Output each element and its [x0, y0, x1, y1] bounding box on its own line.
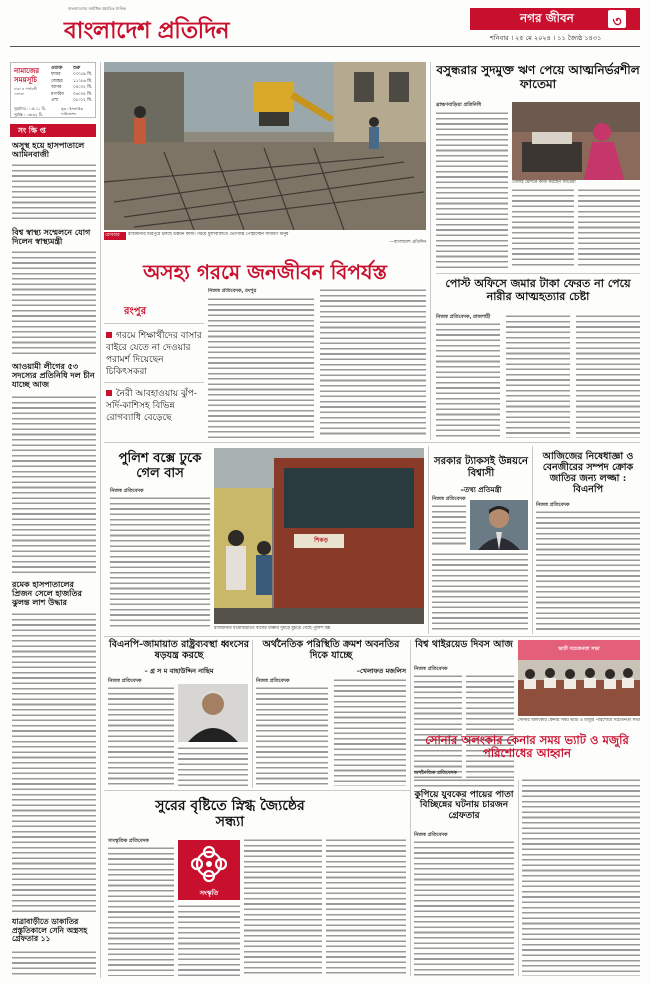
gold-text-col2 — [522, 778, 640, 976]
rain-byline: সাংস্কৃতিক প্রতিবেদক — [108, 838, 149, 844]
portrait-photo — [470, 500, 528, 550]
main-text-col2 — [320, 288, 426, 438]
gold-photo-caption: সোনার অলংকার কেনার সময় ভ্যাট ও মজুরি পরিশোধে সচেতনতা সভা — [517, 718, 640, 723]
thyroid-text-col2 — [466, 674, 514, 786]
fatema-text-col3 — [578, 188, 640, 269]
fatema-text-col2 — [512, 188, 574, 269]
masthead — [0, 0, 650, 55]
tax-byline: নিজস্ব প্রতিবেদক — [432, 496, 466, 502]
prayer-times-col — [73, 72, 92, 105]
bus-photo-caption: রাজধানীর যাত্রাবাড়ীতে বাসের ধাক্কায় দুমড়ে মুচড়ে গেছে পুলিশ বক্স — [214, 626, 331, 631]
culture-emblem-icon — [178, 840, 240, 888]
police-bus-text — [110, 496, 210, 630]
prayer-source: সূত্র : ইসলামিক ফাউন্ডেশন — [61, 107, 84, 116]
main-bullet-1-text: গরমে শিক্ষার্থীদের বাসার বাইরে যেতে না দেওয়ার পরামর্শ দিয়েছেন চিকিৎসকরা — [106, 331, 202, 377]
main-location: রংপুর — [124, 306, 147, 317]
prayer-col-wakt: ওয়াক্ত — [51, 66, 63, 71]
construction-photo — [104, 62, 426, 230]
prayer-name-zuhr: জোহর — [51, 78, 63, 84]
top-photo-caption: রাজধানীর মিরপুরে চলছে উন্নয়ন কাজ। গরমে ধুলাবালিতে ভোগান্তি পোহাচ্ছেন সাধারণ মানুষ — [128, 232, 289, 237]
mid-divider — [104, 442, 640, 443]
section-divider — [436, 273, 640, 274]
fatema-byline: ব্রাহ্মণবাড়িয়া প্রতিনিধি — [436, 102, 482, 108]
prayer-subtitle: ঢাকা ও পার্শ্ববর্তী এলাকা — [14, 87, 37, 96]
rain-text-col3 — [244, 838, 322, 976]
prayer-name-maghrib: মাগরিব — [51, 91, 64, 97]
newspaper-logo: বাংলাদেশ প্রতিদিন — [64, 17, 230, 44]
brief-text-3 — [12, 395, 96, 573]
top-photo — [104, 62, 426, 230]
lower-divider — [104, 636, 640, 637]
gold-text-col1 — [414, 778, 514, 788]
sewing-photo — [512, 102, 640, 180]
tax-text-col1 — [432, 504, 466, 548]
thyroid-headline: বিশ্ব থাইরয়েড দিবস আজ — [415, 639, 513, 650]
aziz-text — [536, 510, 640, 632]
economy-text-col1 — [256, 686, 328, 786]
tax-attribution: –তথ্য প্রতিমন্ত্রী — [460, 486, 502, 494]
main-byline: নিজস্ব প্রতিবেদক, রংপুর — [208, 288, 257, 294]
right-section-rule — [430, 62, 431, 440]
sunset: সূর্যাস্ত : ০৬:৩২ মি. — [14, 112, 43, 117]
bullet-marker — [106, 390, 112, 396]
gold-byline: অর্থনৈতিক প্রতিবেদক — [414, 770, 457, 776]
main-bullet-2-text: নৈরী আবহাওয়ায় ঝুঁপ-সর্দি-কাশিসহ বিভিন্ন রোগব্যাধি বেড়েছে — [106, 389, 197, 423]
economy-byline: নিজস্ব প্রতিবেদক — [256, 678, 290, 684]
prayer-time-maghrib: ০৬:৩৫ মি. — [73, 91, 93, 97]
masthead-divider — [10, 46, 640, 47]
tax-headline: সরকার ট্যাকসই উন্নয়নে বিশ্বাসী — [434, 456, 528, 479]
main-headline: অসহ্য গরমে জনজীবন বিপর্যস্ত — [143, 260, 387, 284]
culture-logo-label: সংস্কৃতি — [199, 889, 219, 897]
gold-rule — [518, 780, 519, 976]
page-number: ৩ — [612, 14, 622, 30]
prayer-time-isha: ০৮:০২ মি. — [73, 98, 93, 103]
prayer-name-asr: আসর — [51, 85, 62, 90]
main-bullets-divider — [104, 323, 204, 324]
post-office-text-col1 — [436, 322, 500, 438]
fatema-photo — [512, 102, 640, 180]
kuppi-headline: কুপিয়ে যুবকের পায়ের পাতা বিচ্ছিন্নের ঘটনায় চারজন গ্রেফতার — [414, 790, 514, 821]
fatema-photo-caption: সেলাই মেশিনে কাজ করছেন ফাতেমা — [512, 180, 576, 185]
economy-attribution: –খেলাফত মজলিস — [356, 667, 406, 675]
brief-headline-2: বিশ্ব স্বাস্থ্য সম্মেলনে যোগ দিলেন স্বাস্থ্যমন্ত্রী — [12, 227, 91, 247]
portrait-photo — [178, 684, 248, 742]
rain-text-col2 — [178, 904, 240, 976]
main-bullet-1 — [106, 330, 202, 378]
left-column-rule — [100, 62, 101, 978]
gold-headline: সোনার অলংকার কেনার সময় ভ্যাট ও মজুরি পরিশোধের আহ্বান — [425, 733, 629, 761]
bnp-headline: বিএনপি-জামায়াত রাষ্ট্রব্যবস্থা ধ্বংসের ষড়যন্ত্র করছে — [109, 639, 249, 661]
main-bullets-box — [104, 288, 204, 438]
bnp-text-col1 — [108, 686, 174, 786]
prayer-name-fajr: ফজর — [51, 72, 61, 77]
rain-headline: সুরের বৃষ্টিতে স্নিগ্ধ জ্যৈষ্ঠের সন্ধ্যা — [155, 798, 305, 831]
brief-text-2 — [12, 250, 96, 356]
brief-headline-5: যাত্রাবাড়ীতে ডাকাতির প্রস্তুতিকালে সেনি অস্ত্রসহ গ্রেফতার ১১ — [12, 917, 88, 944]
briefs-label: সং ক্ষি প্ত — [18, 126, 46, 135]
brief-headline-3: আওয়ামী লীগের ৫৩ সদস্যের প্রতিনিধি দল চীন যাচ্ছে আজ — [12, 361, 95, 390]
sunrise: সূর্যোদয় : ০৫:১১ মি. — [14, 106, 46, 111]
culture-logo — [178, 840, 240, 900]
caption-label: রোববার — [105, 233, 120, 238]
kuppi-byline: নিজস্ব প্রতিবেদক — [414, 832, 448, 838]
brief-headline-1: অসুস্থ হয়ে হাসপাতালে আমিনবাজী — [12, 140, 85, 160]
kuppi-text — [414, 840, 514, 976]
prayer-name-isha: এশা — [51, 98, 59, 103]
bullet-marker — [106, 332, 112, 338]
minister-photo — [470, 500, 528, 550]
rain-text-col4 — [326, 838, 406, 976]
brief-text-1 — [12, 163, 96, 221]
top-photo-credit: —বাংলাদেশ প্রতিদিন — [389, 240, 426, 245]
prayer-time-fajr: ০৩:৫৯ মি. — [73, 72, 93, 77]
police-bus-byline: নিজস্ব প্রতিবেদক — [110, 488, 144, 494]
police-bus-headline: পুলিশ বক্সে ঢুকে গেল বাস — [118, 451, 202, 481]
gold-photo-banner: ভ্যাট সচেতনতা সভা — [558, 646, 600, 652]
logo-tagline: বাংলাদেশের সর্বাধিক প্রচারিত দৈনিক — [68, 6, 126, 11]
issue-date: শনিবার । ২৫ মে ২০২৪ । ১১ জ্যৈষ্ঠ ১৪৩১ — [490, 34, 602, 42]
prayer-row — [51, 72, 64, 105]
brief-text-5 — [12, 950, 96, 978]
aziz-byline: নিজস্ব প্রতিবেদক — [536, 502, 570, 508]
rain-divider — [104, 790, 410, 791]
post-office-byline: নিজস্ব প্রতিবেদক, রাজশাহী — [436, 314, 491, 320]
bnp-byline: নিজস্ব প্রতিবেদক — [108, 678, 142, 684]
main-bullets-divider-2 — [104, 382, 204, 383]
tax-text-col2 — [432, 552, 528, 632]
economy-headline: অর্থনৈতিক পরিস্থিতি ক্রমশ অবনতির দিকে যাচ্ছে — [262, 639, 400, 661]
section-title: নগর জীবন — [520, 11, 574, 25]
fatema-text-col1 — [436, 111, 508, 269]
aziz-rule — [532, 446, 533, 634]
main-text-col1 — [208, 297, 314, 438]
bnp-attribution: – গ্র স ম বাহাউদ্দিন নাছিম — [144, 667, 214, 675]
bus-sign: শিকড় — [314, 537, 328, 544]
rain-text-col1 — [108, 846, 174, 976]
prayer-title: নামাজের সময়সূচি — [14, 67, 40, 84]
prayer-times-box — [10, 62, 96, 118]
nasim-photo — [178, 684, 248, 742]
bnp-rule — [252, 640, 253, 788]
aziz-headline: আজিজের নিষেধাজ্ঞা ও বেনজীরের সম্পদ ক্রোক জাতির জন্য লজ্জা : বিএনপি — [542, 451, 634, 495]
brief-text-4 — [12, 612, 96, 912]
center-right-rule — [428, 446, 429, 634]
fatema-headline: বসুন্ধরার সুদমুক্ত ঋণ পেয়ে আত্মনির্ভরশীল ফাতেমা — [436, 63, 640, 91]
post-office-headline: পোস্ট অফিসে জমার টাকা ফেরত না পেয়ে নারীর আত্মহত্যার চেষ্টা — [445, 277, 631, 303]
brief-headline-4: রমেক হাসপাতালের প্রিজন সেলে হাজতির ঝুলন্ত লাশ উদ্ধার — [12, 579, 82, 608]
thyroid-byline: নিজস্ব প্রতিবেদক — [414, 666, 448, 672]
prayer-time-asr: ০৪:৩২ মি. — [73, 85, 93, 90]
prayer-col-shuru: শুরু — [73, 66, 81, 71]
post-office-text-col3 — [576, 314, 640, 438]
main-bullet-2 — [106, 388, 202, 424]
economy-rule — [410, 640, 411, 976]
economy-text-col2 — [334, 678, 406, 786]
bnp-text-col2 — [178, 746, 248, 786]
post-office-text-col2 — [506, 314, 570, 438]
prayer-time-zuhr: ১১:৫৬ মি. — [73, 78, 93, 84]
